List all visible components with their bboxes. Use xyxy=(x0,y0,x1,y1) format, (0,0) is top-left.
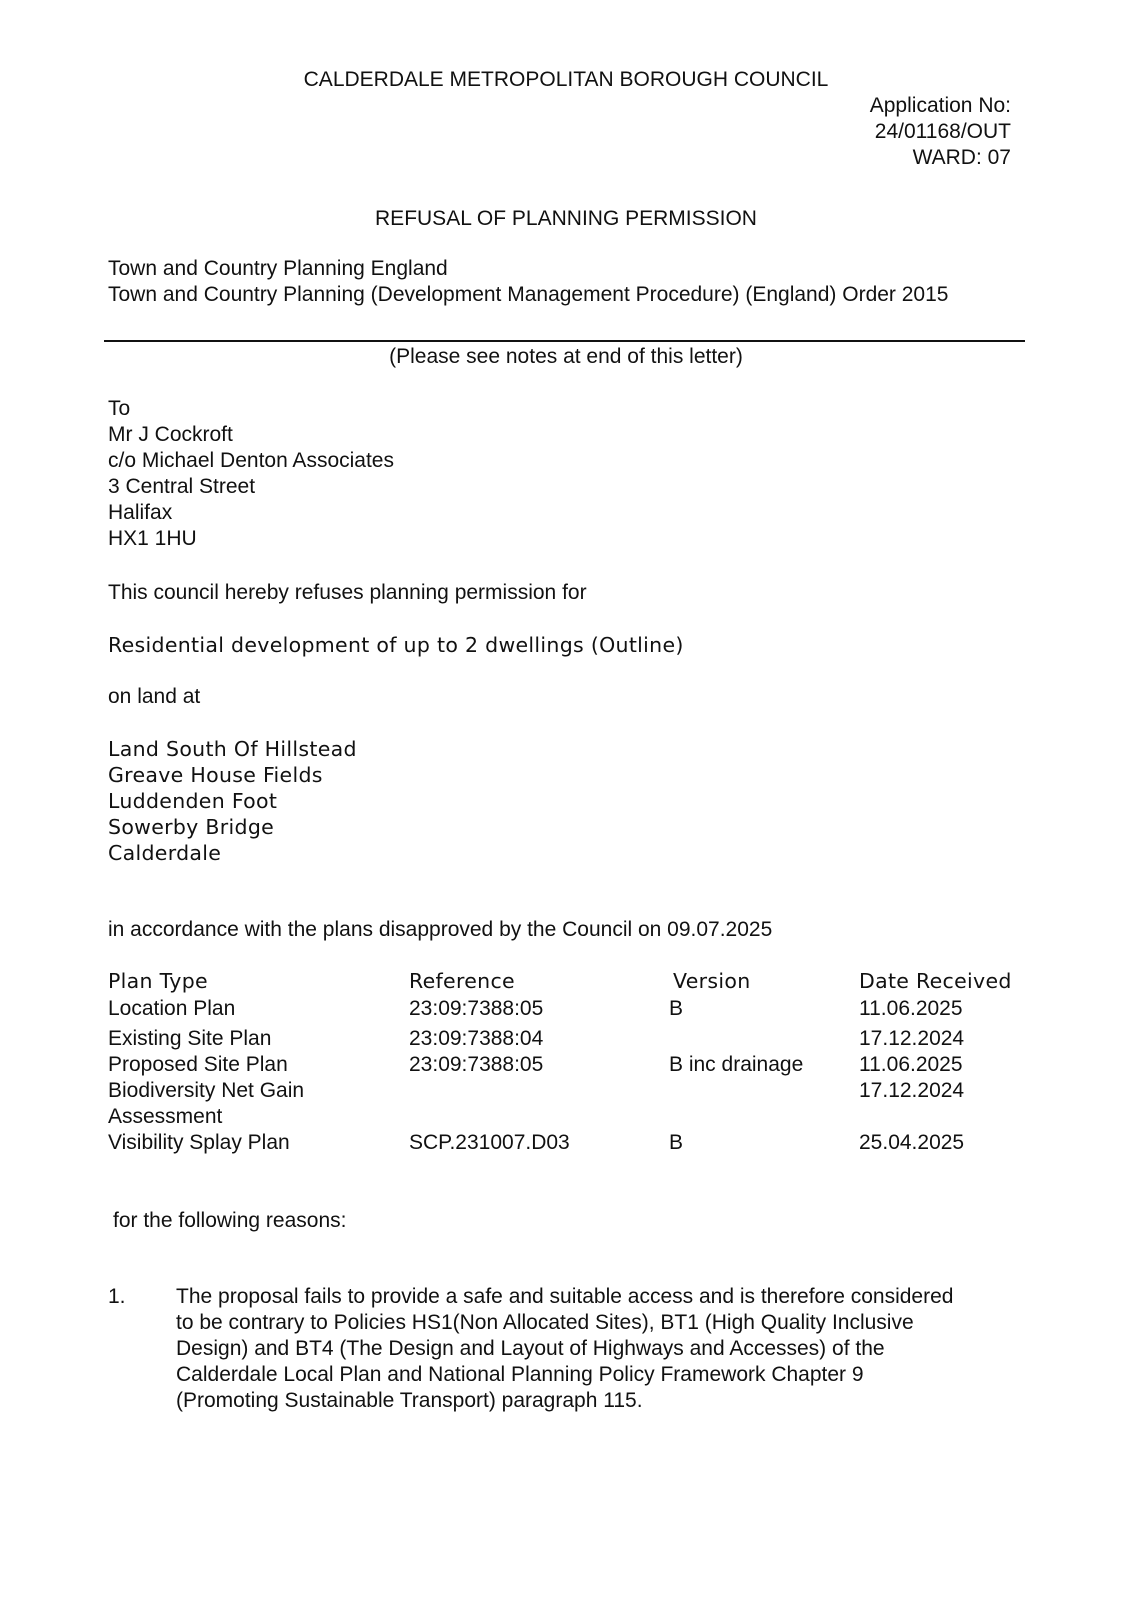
reason-line: to be contrary to Policies HS1(Non Allocated Sites), BT1 (High Quality Inclusive xyxy=(176,1311,914,1334)
plan-date: 17.12.2024 xyxy=(859,1079,965,1102)
header-reference: Reference xyxy=(409,969,515,993)
plan-type: Visibility Splay Plan xyxy=(108,1131,290,1154)
notes-reference: (Please see notes at end of this letter) xyxy=(389,345,743,368)
table-row xyxy=(108,996,1028,1022)
plan-reference: 23:09:7388:05 xyxy=(409,997,544,1020)
plan-version: B xyxy=(669,1131,684,1154)
address-line: 3 Central Street xyxy=(108,475,256,498)
accordance-statement: in accordance with the plans disapproved by the Council on 09.07.2025 xyxy=(108,918,773,941)
header-plan-type: Plan Type xyxy=(108,969,208,993)
header-version: Version xyxy=(673,969,751,993)
plan-type: Proposed Site Plan xyxy=(108,1053,288,1076)
address-line: Halifax xyxy=(108,501,173,524)
plan-reference: SCP.231007.D03 xyxy=(409,1131,570,1154)
ward-number: WARD: 07 xyxy=(912,146,1011,169)
site-address xyxy=(108,736,357,866)
plan-type: Location Plan xyxy=(108,997,236,1020)
address-line: Mr J Cockroft xyxy=(108,423,233,446)
application-block xyxy=(870,93,1011,171)
plan-version: B xyxy=(669,997,684,1020)
council-name: CALDERDALE METROPOLITAN BOROUGH COUNCIL xyxy=(303,68,829,91)
plan-type-continued: Assessment xyxy=(108,1105,223,1128)
site-line: Calderdale xyxy=(108,841,222,865)
horizontal-divider xyxy=(104,340,1025,342)
document-title: REFUSAL OF PLANNING PERMISSION xyxy=(375,207,757,230)
reason-line: (Promoting Sustainable Transport) paragraph 115. xyxy=(176,1389,643,1412)
legislation-block xyxy=(108,256,948,308)
recipient-address xyxy=(108,396,394,552)
address-to: To xyxy=(108,397,131,420)
header-date-received: Date Received xyxy=(859,969,1012,993)
table-row-continuation xyxy=(108,1104,1028,1130)
application-label: Application No: xyxy=(869,94,1011,117)
table-row xyxy=(108,1078,1028,1104)
plan-type: Existing Site Plan xyxy=(108,1027,272,1050)
plan-date: 11.06.2025 xyxy=(859,997,963,1020)
plan-date: 25.04.2025 xyxy=(859,1131,965,1154)
on-land-label: on land at xyxy=(108,685,201,708)
plan-version: B inc drainage xyxy=(669,1053,804,1076)
reasons-lead: for the following reasons: xyxy=(113,1209,347,1232)
address-line: HX1 1HU xyxy=(108,527,197,550)
plan-date: 11.06.2025 xyxy=(859,1053,963,1076)
plan-date: 17.12.2024 xyxy=(859,1027,965,1050)
address-line: c/o Michael Denton Associates xyxy=(108,449,394,472)
plan-reference: 23:09:7388:04 xyxy=(409,1027,544,1050)
application-number: 24/01168/OUT xyxy=(874,120,1011,143)
plan-reference: 23:09:7388:05 xyxy=(409,1053,544,1076)
site-line: Greave House Fields xyxy=(108,763,323,787)
site-line: Luddenden Foot xyxy=(108,789,278,813)
reason-number: 1. xyxy=(108,1285,126,1308)
act-line-2: Town and Country Planning (Development Management Procedure) (England) Order 2015 xyxy=(108,283,949,306)
proposal-description: Residential development of up to 2 dwellings (Outline) xyxy=(108,633,684,657)
reason-line: The proposal fails to provide a safe and suitable access and is therefore considered xyxy=(176,1285,954,1308)
refusal-statement: This council hereby refuses planning permission for xyxy=(108,581,587,604)
reason-text xyxy=(176,1284,1036,1414)
table-row xyxy=(108,1130,1028,1156)
site-line: Sowerby Bridge xyxy=(108,815,275,839)
site-line: Land South Of Hillstead xyxy=(108,737,357,761)
table-row xyxy=(108,1026,1028,1052)
plan-type: Biodiversity Net Gain xyxy=(108,1079,305,1102)
reason-line: Design) and BT4 (The Design and Layout of Highways and Accesses) of the xyxy=(176,1337,885,1360)
act-line-1: Town and Country Planning England xyxy=(108,257,448,280)
plans-table-header xyxy=(108,968,1028,994)
reason-line: Calderdale Local Plan and National Planning Policy Framework Chapter 9 xyxy=(176,1363,864,1386)
table-row xyxy=(108,1052,1028,1078)
